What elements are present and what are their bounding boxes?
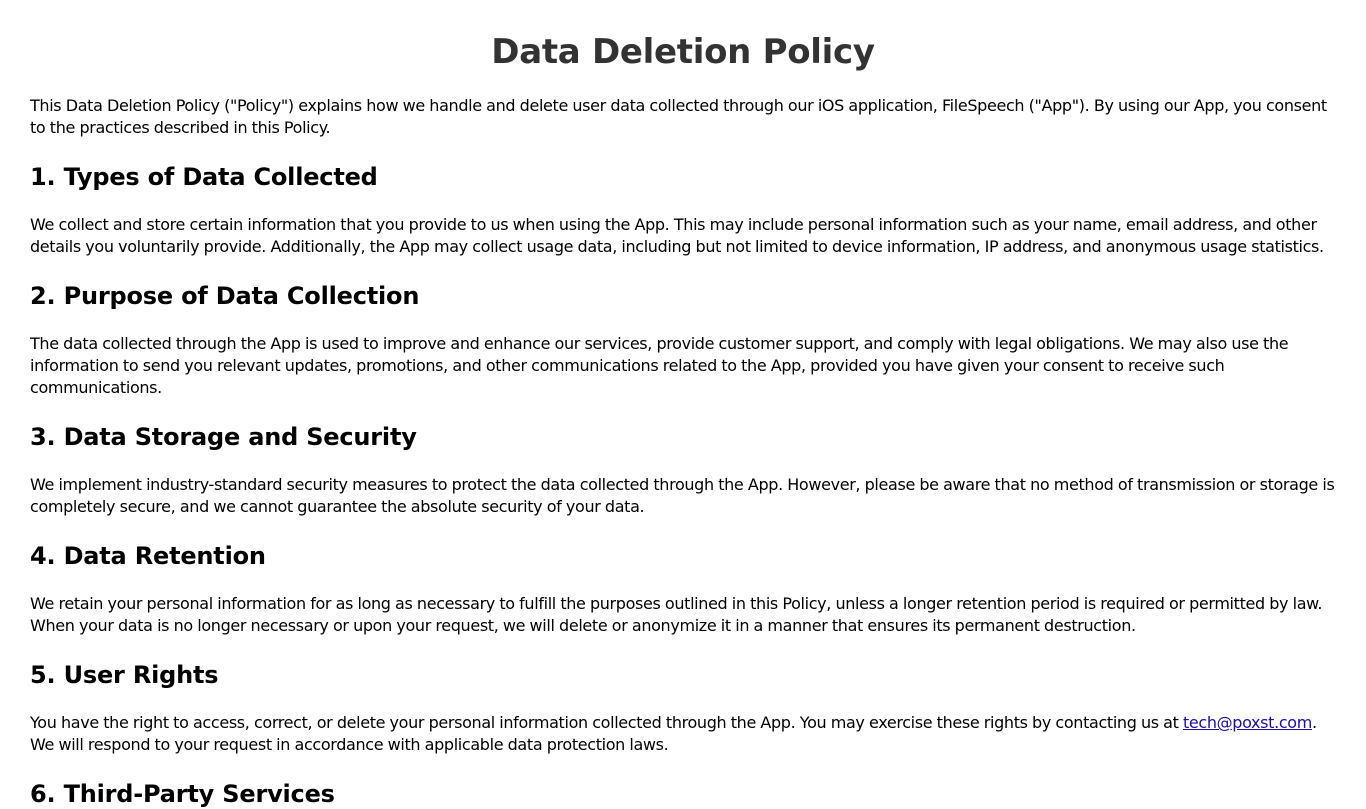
contact-email-link[interactable]: tech@poxst.com [1183, 713, 1312, 732]
body-text-after-email: . We will respond to your request in accordance with applicable data protection laws. [30, 713, 1317, 754]
section-purpose [30, 281, 1336, 399]
section-types-of-data [30, 162, 1336, 258]
section-body: We retain your personal information for as long as necessary to fulfill the purposes outlined in this Policy, unless a longer retention period is required or permitted by law. When your data is no longer necessary or upon your request, we will delete or anonymize it in a manner that ensures its permanent destruction. [30, 594, 1323, 635]
section-retention [30, 541, 1336, 637]
section-heading: 5. User Rights [30, 661, 219, 689]
section-heading: 6. Third-Party Services [30, 780, 335, 808]
section-body [30, 712, 1336, 756]
section-body: We implement industry-standard security measures to protect the data collected through the App. However, please be aware that no method of transmission or storage is completely secure, and we cannot guarantee the absolute security of your data. [30, 475, 1335, 516]
section-heading: 1. Types of Data Collected [30, 163, 378, 191]
section-third-party [30, 779, 1336, 809]
section-body: We collect and store certain information that you provide to us when using the App. This may include personal information such as your name, email address, and other details you voluntarily provide. Additionally, the App may collect usage data, including but not limited to device information, IP address, and anonymous usage statistics. [30, 215, 1324, 256]
body-text-before-email: You have the right to access, correct, or delete your personal information collected through the App. You may exercise these rights by contacting us at [30, 713, 1183, 732]
section-heading: 4. Data Retention [30, 542, 266, 570]
section-body: The data collected through the App is used to improve and enhance our services, provide customer support, and comply with legal obligations. We may also use the information to send you relevant updates, promotions, and other communications related to the App, provided you have given your consent to receive such communications. [30, 334, 1289, 397]
section-user-rights [30, 660, 1336, 756]
section-storage-security [30, 422, 1336, 518]
page-title: Data Deletion Policy [491, 32, 875, 72]
section-heading: 2. Purpose of Data Collection [30, 282, 420, 310]
section-heading: 3. Data Storage and Security [30, 423, 417, 451]
intro-paragraph: This Data Deletion Policy ("Policy") explains how we handle and delete user data collected through our iOS application, FileSpeech ("App"). By using our App, you consent to the practices described in this Policy. [30, 96, 1327, 137]
